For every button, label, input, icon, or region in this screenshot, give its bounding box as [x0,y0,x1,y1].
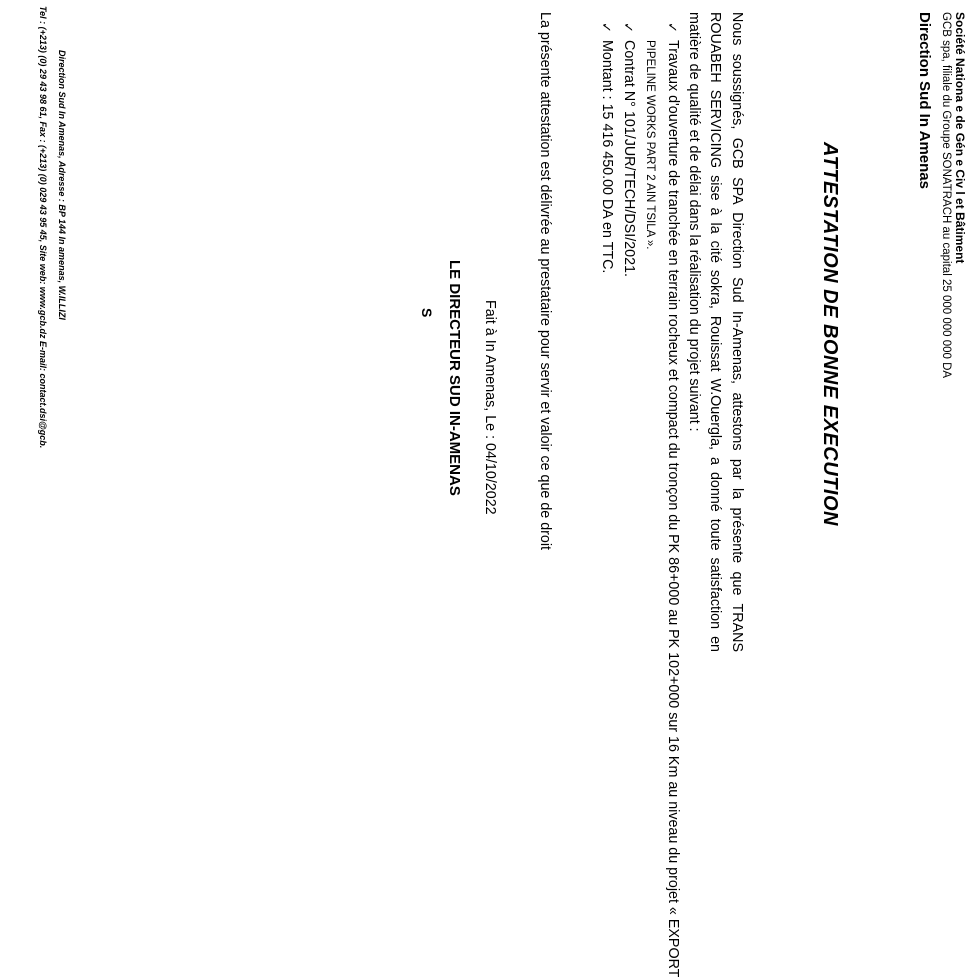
footer-contact: Tel : (+213) (0) 29 43 98 61, Fax : (+213) (0) 029 43 95 45, Site web: www.gcb.dz E-mail: contact.dsi@gcb. [38,6,48,449]
list-item-text: Travaux d'ouverture de tranchée en terrain rocheux et compact du tronçon du PK 86+000 au PK 102+000 sur 16 Km au niveau du projet « EXPORT [665,40,681,977]
date-line: Fait à In Amenas, Le : 04/10/2022 [482,300,498,515]
intro-paragraph: Nous soussignés, GCB SPA Direction Sud In-Amenas, attestons par la présente que TRANS ROUABEH SERVICING sise à la cité sokra, Rouissat W.Ouergla, a donné toute satisfaction en matière de qualité et de délai dans la réalisation du projet suivant : [686,12,745,652]
company-name: Société Nationa e de Gén e Civ l et Bâtiment [953,12,967,264]
footer-address: Direction Sud In Amenas, Adresse : BP 144 In amenas, W.ILLIZI [57,50,67,320]
project-details-list [596,12,683,977]
signature-mark: S [419,308,435,318]
list-item-text: Contrat N° 101/JUR/TECH/DSI/2021. [621,40,637,277]
list-item-text: Montant : 15 416 450.00 DA en TTC. [599,40,616,274]
checkmark-icon: ✓ [665,22,680,33]
signer-title: LE DIRECTEUR SUD IN-AMENAS [446,260,463,496]
checkmark-icon: ✓ [599,22,615,33]
list-item [639,12,683,977]
checkmark-icon: ✓ [621,22,636,33]
document-title: ATTESTATION DE BONNE EXECUTION [819,142,841,526]
department-name: Direction Sud In Amenas [916,12,933,189]
list-item [618,12,640,652]
list-item-continuation: PIPELINE WORKS PART 2 AIN TSILA ». [644,40,657,250]
closing-paragraph: La présente attestation est délivrée au prestataire pour servir et valoir ce que de droit [537,12,553,551]
list-item [596,12,618,652]
company-subline: GCB spa, filiale du Groupe SONATRACH au capital 25 000 000 000 DA [940,12,952,379]
